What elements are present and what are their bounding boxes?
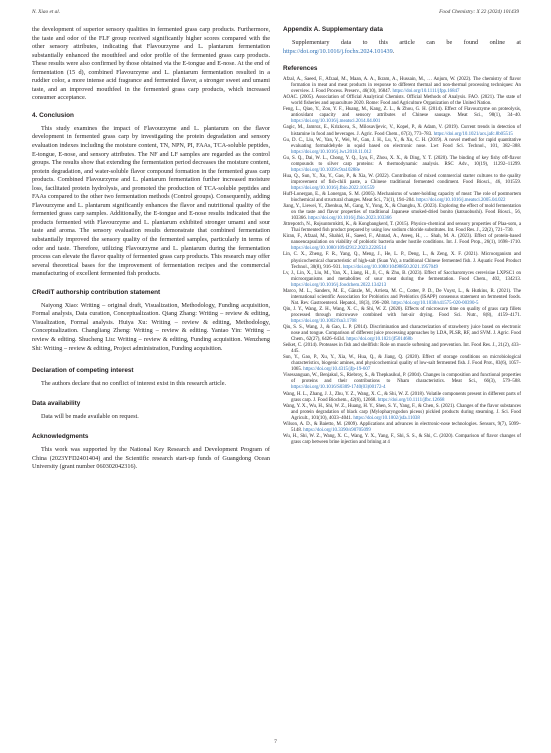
page-number: 7	[274, 739, 277, 745]
reference-doi-link[interactable]: https://doi.org/10.3390/s90705099	[303, 427, 371, 433]
reference-item	[283, 138, 521, 156]
reference-item	[283, 204, 521, 222]
reference-item	[283, 222, 521, 234]
reference-doi-link[interactable]: https://doi.org/10.1016/j.lwt.2018.11.012	[291, 149, 372, 155]
reference-item	[283, 156, 521, 174]
reference-text: Gu, D. C., Liu, W., Yan, Y., Wei, W., Gan, J. H., Lu, Y., & Xu, C. H. (2019). A novel method for rapid quantitative evaluating formaldehyde in squid based on electronic nose. Lwt Food Sci. Technol., 101, 382–388.	[283, 137, 521, 149]
reference-item	[283, 192, 521, 204]
reference-text: Qiu, S. S., Wang, J., & Gao, L. P. (2014). Discrimination and characterization of strawberry juice based on electronic nose and tongue. Comparison of different juice processing approaches by LDA, PLSR, RF, and SVM. J. Agric. Food Chem., 62(27), 6426–6434.	[283, 325, 521, 343]
data-availability-heading: Data availability	[32, 399, 81, 407]
reference-item	[283, 355, 521, 373]
reference-doi-link[interactable]: https://doi.org/10.1016/j.fbio.2023.103366	[308, 216, 392, 222]
reference-text: Qin, J. Y., Wang, Z. H., Wang, X. C., & Shi, W. Z. (2020). Effects of microwave time on quality of grass carp fillets processed through microwave combined with hot-air drying. Food Sci. Nutr., 8(8), 4159–4171.	[283, 306, 521, 318]
running-header-journal: Food Chemistry: X 22 (2024) 101439	[439, 9, 519, 15]
intro-paragraph: the development of superior sensory qualities in fermented grass carp products. Furthermore, the taste and odor of the FLF group received significantly higher scores compared with the other sensory attributes, indicating that Flavourzyme and L. plantarum fermentation substantially enhanced the mouthfeel and odor profile of the fermented grass carp products. These results were also confirmed by those obtained via the E-tongue and E-nose. At the end of fermentation (15 d), combined Flavourzyme and L. plantarum fermentation resulted in a ruddier color, a more intense acid fragrance and fermented flavor, a stronger sweet and umami taste, and an improved mouthfeel in the fermented grass carp products, which increased consumer acceptance.	[32, 26, 270, 102]
reference-text: Feng, L., Qiao, Y., Zou, Y. F., Huang, M., Kang, Z. L., & Zhou, G. H. (2014). Effect of Flavourzyme on proteolysis, antioxidant capacity and sensory attributes of Chinese sausage. Meat Sci., 98(1), 34–40.	[283, 107, 521, 119]
competing-interest-heading: Declaration of competing interest	[32, 367, 134, 375]
reference-text: Wang, Y. X., Wu, H., Shi, W. Z., Huang, H. Y., Shen, S. Y., Yang, F., & Chen, S. (2021). Changes of the flavor substances and protein degradation of black carp (Mylopharyngodon piceus) pickled products during steaming. J. Sci. Food Agricult., 101(10), 4033–4041.	[283, 403, 521, 421]
reference-text: Lv, J., Lin, X., Liu, M., Yan, X., Liang, H., Ji, C., & Zhu, B. (2023). Effect of Saccharomyces cerevisiae LXPSC1 on microorganisms and metabolites of sour meat during the fermentation. Food Chem., 402, 134213.	[283, 270, 521, 282]
reference-item	[283, 404, 521, 422]
reference-doi-link[interactable]: https://doi.org/10.1016/S0309-1740(03)00172-4	[291, 385, 386, 391]
reference-text: Jiang, Y., Liewei, Y., Zhenhua, M., Gang, Y., Yong, X., & Changhu, X. (2023). Exploring the effect of mold fermentation on the taste and flavor properties of traditional Japanese smoked-dried bonito (katsuobushi). Food Biosci., 56, 103366.	[283, 204, 521, 222]
reference-item	[283, 125, 521, 137]
reference-doi-link[interactable]: https://doi.org/10.1016/j.meatsci.2005.04.022	[416, 198, 506, 204]
references-heading: References	[283, 65, 318, 73]
conclusion-heading: 4. Conclusion	[32, 111, 74, 119]
credit-paragraph: Naiyong Xiao: Writing – original draft, Visualization, Methodology, Funding acquisition, Formal analysis, Data curation, Conceptualization. Qiang Zhang: Writing – review & editing, Visualization, Formal analysis. Huiya Xu: Writing – review & editing, Methodology, Conceptualization. Changliang Zheng: Writing – review & editing. Yantao Yin: Writing – review & editing. Shucheng Liu: Writing – review & editing, Funding acquisition. Wenzheng Shi: Writing – review & editing, Project administration, Funding acquisition.	[32, 301, 270, 352]
left-column	[32, 26, 270, 472]
reference-text: Afzal, A., Saeed, F., Afzaal, M., Maan, A. A., Ikram, A., Hussain, M., … Anjum, W. (2022). The chemistry of flavor formation in meat and meat products in response to different thermal and non-thermal processing techniques: An overview. J. Food Process. Preserv., 46(10), 16847.	[283, 77, 521, 95]
reference-item	[283, 434, 521, 446]
reference-text: Gagic, M., Jamroz, E., Krizkova, S., Milosavljevic, V., Kopel, P., & Adam, V. (2019). Current trends in detection of histamine in food and beverages. J. Agric. Food Chem., 67(3), 773–783.	[283, 125, 521, 137]
reference-item	[283, 392, 521, 404]
reference-doi-link[interactable]: https://doi.org/10.1002/fsn3.1708	[291, 318, 357, 324]
running-header-authors: N. Xiao et al.	[32, 9, 61, 15]
appendix-text: Supplementary data to this article can be found online at	[292, 39, 521, 46]
reference-doi-link[interactable]: https://doi.org/10.1080/10498850.2021.1957049	[342, 264, 438, 270]
competing-interest-paragraph: The authors declare that no conflict of interest exist in this research article.	[41, 380, 227, 388]
reference-doi-link[interactable]: https://doi.org/10.1021/jf501468b	[346, 337, 413, 343]
reference-doi-link[interactable]: https://doi.org/10.1016/j.foodchem.2022.134213	[291, 282, 387, 288]
reference-item	[283, 307, 521, 325]
reference-item	[283, 107, 521, 125]
reference-item	[283, 77, 521, 95]
reference-doi-link[interactable]: https://doi.org/10.1038/s41575-020-00390-5	[391, 300, 479, 306]
reference-item	[283, 289, 521, 307]
credit-heading: CRediT authorship contribution statement	[32, 288, 161, 296]
reference-doi-link[interactable]: https://doi.org/10.1016/j.meatsci.2014.04.001	[291, 119, 381, 125]
appendix-paragraph: Supplementary data to this article can be found online at https://doi.org/10.1016/j.fochx.2024.101439.	[283, 39, 521, 55]
reference-item	[283, 325, 521, 343]
acknowledgments-heading: Acknowledgments	[32, 433, 89, 441]
reference-doi-link[interactable]: https://doi.org/10.1039/c9ra10288e	[291, 167, 360, 173]
acknowledgments-paragraph: This work was supported by the National Key Research and Development Program of China (2023YFD2401404) and the Scientific research start-up funds of Guangdong Ocean University (grant number 060302042316).	[32, 446, 270, 471]
reference-text: Lin, C. X., Zheng, F. R., Yang, Q., Meng, J., He, L. P., Deng, L., & Zeng, X. F. (2021). Microorganism and physicochemical characteristic of high-salt (Suan Yu), a traditional Chinese fermented fish. J. Aquatic Food Product Technol., 30(8), 916–931.	[283, 252, 521, 270]
reference-text: Kiran, F., Afzaal, M., Shahid, H., Saeed, F., Ahmad, A., Ateeq, H., … Shah, M. A. (2023). Effect of protein-based nanoencapsulation on viability of probiotic bacteria under hostile conditions. Int. J. Food Prop., 26(1), 1698–1710.	[283, 234, 521, 246]
reference-text: Hua, Q., Sun, Y., Xu, Y., Gao, P., & Xia, W. (2022). Contribution of mixed commercial starter cultures to the quality improvement of fish-chili paste, a Chinese traditional fermented condiment. Food Biosci., 46, 101559.	[283, 173, 521, 185]
reference-text: Gu, S. Q., Dai, W. L., Chong, Y. Q., Lyu, F., Zhou, X. X., & Ding, Y. T. (2020). The binding of key fishy off-flavor compounds to silver carp proteins: A thermodynamic analysis. RSC Adv., 10(19), 11292–11299.	[283, 155, 521, 167]
reference-item	[283, 95, 521, 107]
reference-item	[283, 422, 521, 434]
reference-text: Wilson, A. D., & Baietto, M. (2009). Applications and advances in electronic-nose technologies. Sensors, 9(7), 5099–5148.	[283, 421, 521, 433]
reference-item	[283, 252, 521, 270]
appendix-heading: Appendix A. Supplementary data	[283, 26, 383, 33]
reference-list	[283, 77, 521, 446]
reference-text: Jittrepotch, N., Rojsuntornkitti, K., & Kongbangkerd, T. (2015). Physico-chemical and sensory properties of Plaa-som, a Thai fermented fish product prepared by using low sodium chloride substitutes. Int. Food Res. J., 22(2), 721–730.	[283, 222, 521, 234]
reference-text: Sun, Y., Gao, P., Xu, Y., Xia, W., Hua, Q., & Jiang, Q. (2020). Effect of storage conditions on microbiological characteristics, biogenic amines, and physicochemical quality of low-salt fermented fish. J. Food Prot., 83(6), 1057–1065.	[283, 355, 521, 373]
reference-text: Seiket, C. (2014). Proteases in fish and shellfish: Role on muscle softening and prevention. Int. Food Res. J., 21(2), 433–445.	[283, 343, 521, 355]
conclusion-paragraph: This study examines the impact of Flavourzyme and L. plantarum on the flavor development in fermented grass carp by investigating the protein degradation and sensory evaluation indexes including the moisture content, TN, NPN, PI, FAAs, TCA-soluble peptides, E-tongue, E-nose, and sensory attributes. The NF and LF samples are regarded as the control groups. The results show that extending the fermentation period decreases the moisture content, protein degradation, and water-soluble flavor compound formation in the fermented grass carp products. Combined Flavourzyme and L. plantarum fermentation further increased moisture loss, facilitated protein hydrolysis, and promoted the production of TCA-soluble peptides and FAAs compared to the other two fermentation methods (Control groups). Consequently, adding Flavourzyme and L. plantarum significantly enhances the flavor and nutritional quality of the fermented grass carp samples. Additionally, the E-tongue and E-nose results indicated that the products fermented with Flavourzyme and L. plantarum exhibited stronger umami and sour taste and aroma. The sensory evaluation results demonstrate that combined fermentation substantially improved the sensory quality of the fermented samples, particularly in terms of odor and taste. Therefore, utilizing Flavourzyme and L. plantarum during the fermentation process can elevate the flavor quality of fermented grass carp products. This research may offer several theoretical bases for the improvement of fermentation recipes and the commercial manufacturing of excellent fermented fish products.	[32, 124, 270, 278]
reference-doi-link[interactable]: https://doi.org/10.1021/acs.jafc.8b05515	[433, 131, 513, 137]
reference-item	[283, 271, 521, 289]
reference-text: Marco, M. L., Sanders, M. E., Gänzle, M., Arrieta, M. C., Cotter, P. D., De Vuyst, L., & Hutkins, R. (2021). The international scientific Association for Probiotics and Prebiotics (ISAPP) consensus statement on fermented foods. Nat. Rev. Gastroenterol. Hepatol., 18(3), 196–208.	[283, 288, 521, 306]
reference-item	[283, 343, 521, 355]
supplementary-doi-link[interactable]: https://doi.org/10.1016/j.fochx.2024.101439	[283, 47, 393, 55]
reference-text: Huff-Lonergan, E., & Lonergan, S. M. (2005). Mechanisms of water-holding capacity of meat: The role of postmortem biochemical and structural changes. Meat Sci., 71(1), 194–204.	[283, 191, 521, 204]
reference-doi-link[interactable]: https://doi.org/10.1002/jsfa.11038	[353, 415, 420, 421]
reference-doi-link[interactable]: https://doi.org/10.1111/jfbc.12668	[377, 397, 445, 403]
reference-item	[283, 174, 521, 192]
reference-text: AOAC. (2005). Association of Official Analytical Chemists. Official Methods of Analysis. FAO. (2021). The state of world fisheries and aquaculture 2020. Rome: Food and Agriculture Organization of the United Nation.	[283, 95, 521, 107]
reference-doi-link[interactable]: https://doi.org/10.1080/10942912.2023.2228514	[291, 246, 387, 252]
reference-text: Wang, H. L., Zhang, J. J., Zhu, Y. Z., Wang, X. C., & Shi, W. Z. (2018). Volatile components present in different parts of grass carp. J. Food Biochem., 42(6), 12668.	[283, 391, 521, 403]
reference-text: Visessanguan, W., Benjakul, S., Riebroy, S., & Thepkasikul, P. (2004). Changes in composition and functional properties of proteins and their contributions to Nham characteristics. Meat Sci., 66(3), 579–588.	[283, 373, 521, 385]
reference-item	[283, 234, 521, 252]
right-column	[283, 26, 521, 446]
reference-text: Wu, H., Shi, W. Z., Wang, X. C., Wang, Y. X., Yang, F., Shi, S. S., & Shi, C. (2020). Comparison of flavor changes of grass carp between brine injection and brining at 4	[283, 433, 521, 445]
reference-doi-link[interactable]: https://doi.org/10.4315/jfp-19-607	[303, 367, 371, 373]
reference-item	[283, 373, 521, 391]
reference-doi-link[interactable]: https://doi.org/10.1111/jfpp.16847	[392, 89, 460, 95]
data-availability-paragraph: Data will be made available on request.	[41, 412, 139, 420]
reference-doi-link[interactable]: https://doi.org/10.1016/j.fbio.2022.101559	[291, 185, 375, 191]
